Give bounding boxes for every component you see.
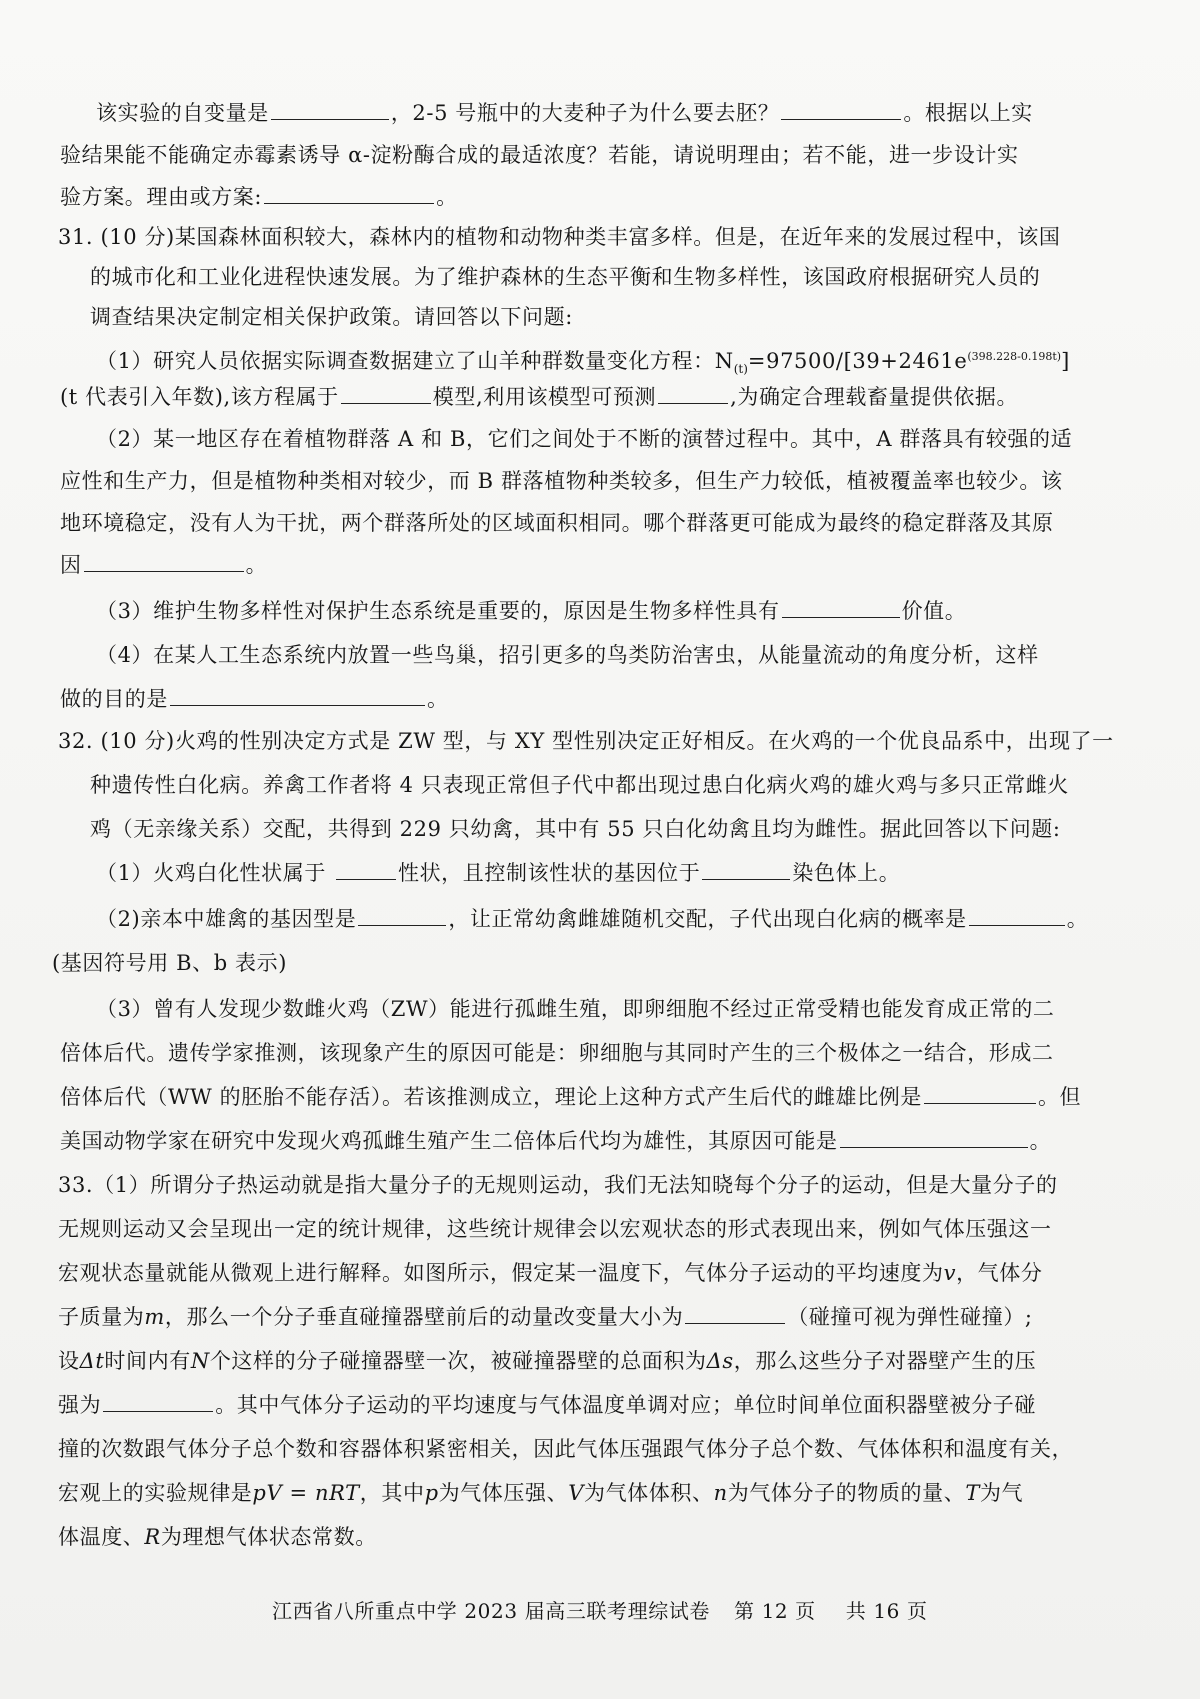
question-32-line — [58, 726, 1114, 756]
symbol-t: T — [965, 1481, 980, 1505]
symbol-p: p — [424, 1481, 439, 1505]
text: 做的目的是 — [60, 687, 168, 711]
text: 为气 — [979, 1481, 1024, 1505]
text-line — [58, 1258, 1042, 1288]
text-line — [60, 182, 458, 212]
text-line — [96, 424, 1072, 454]
text-line — [60, 550, 267, 580]
answer-blank — [969, 905, 1065, 926]
text-line — [96, 640, 1039, 670]
text: （3）维护生物多样性对保护生态系统是重要的，原因是生物多样性具有 — [96, 599, 780, 623]
text-line — [58, 1522, 377, 1552]
text-line — [52, 948, 287, 978]
text: 美国动物学家在研究中发现火鸡孤雌生殖产生二倍体后代均为雄性，其原因可能是 — [60, 1129, 838, 1153]
answer-blank — [658, 383, 728, 404]
text-line — [96, 342, 1070, 384]
answer-blank — [685, 1303, 785, 1324]
text-line — [90, 302, 573, 332]
text: 。其中气体分子运动的平均速度与气体温度单调对应；单位时间单位面积器壁被分子碰 — [215, 1393, 1036, 1417]
text: 鸡（无亲缘关系）交配，共得到 229 只幼禽，其中有 55 只白化幼禽且均为雌性。据此回答以下问题: — [90, 817, 1061, 841]
text: 撞的次数跟气体分子总个数和容器体积紧密相关，因此气体压强跟气体分子总个数、气体体积和温度有关， — [58, 1437, 1074, 1461]
text-line — [60, 140, 1019, 170]
text-line — [96, 98, 1033, 128]
text: 32. (10 分)火鸡的性别决定方式是 ZW 型，与 XY 型性别决定正好相反。在火鸡的一个优良品系中，出现了一 — [58, 729, 1114, 753]
text-line — [60, 1038, 1054, 1068]
text-line — [58, 1434, 1073, 1464]
text-line — [96, 904, 1088, 934]
answer-blank — [782, 597, 900, 618]
answer-blank — [271, 99, 389, 120]
symbol-delta-t: Δt — [79, 1349, 105, 1373]
text: 为气体压强、 — [438, 1481, 569, 1505]
text: ，气体分 — [956, 1261, 1043, 1285]
symbol-n: N — [190, 1349, 210, 1373]
text: (基因符号用 B、b 表示) — [52, 951, 288, 975]
answer-blank — [264, 183, 434, 204]
page-number: 第 12 页 — [734, 1599, 816, 1623]
text-line — [60, 1082, 1081, 1112]
text: ，那么这些分子对器壁产生的压 — [733, 1349, 1037, 1373]
text: 。 — [1029, 1129, 1052, 1153]
text-line — [58, 1346, 1036, 1376]
text: 种遗传性白化病。养禽工作者将 4 只表现正常但子代中都出现过患白化病火鸡的雄火鸡与多只正常雌火 — [90, 773, 1069, 797]
page-total: 共 16 页 — [845, 1599, 928, 1623]
text: 时间内有 — [104, 1349, 191, 1373]
text: 验结果能不能确定赤霉素诱导 α-淀粉酶合成的最适浓度？若能，请说明理由；若不能，进一步设计实 — [60, 143, 1019, 167]
text: 验方案。理由或方案: — [60, 185, 263, 209]
question-31-line — [58, 222, 1060, 252]
text-line — [58, 1302, 1033, 1332]
text-line — [96, 596, 966, 626]
symbol-m: m — [144, 1305, 165, 1329]
text: 应性和生产力，但是植物种类相对较少，而 B 群落植物种类较多，但生产力较低，植被覆盖率也较少。该 — [60, 469, 1063, 493]
text-line — [58, 1478, 1023, 1508]
text: 倍体后代（WW 的胚胎不能存活）。若该推测成立，理论上这种方式产生后代的雌雄比例是 — [60, 1085, 922, 1109]
text: （碰撞可视为弹性碰撞）; — [787, 1305, 1033, 1329]
answer-blank — [84, 551, 244, 572]
text: （2)亲本中雄禽的基因型是 — [96, 907, 357, 931]
text: (t 代表引入年数),该方程属于 — [60, 385, 339, 409]
text: 。 — [1066, 907, 1089, 931]
text: 地环境稳定，没有人为干扰，两个群落所处的区域面积相同。哪个群落更可能成为最终的稳定群落及其原 — [60, 511, 1054, 535]
gas-law-equation: pV = nRT — [252, 1481, 360, 1505]
text: 价值。 — [901, 599, 967, 623]
text: ] — [1061, 349, 1070, 373]
text: 。但 — [1037, 1085, 1082, 1109]
answer-blank — [781, 99, 901, 120]
text-line — [90, 770, 1069, 800]
text: 31. (10 分)某国森林面积较大，森林内的植物和动物种类丰富多样。但是，在近年来的发展过程中，该国 — [58, 225, 1061, 249]
text: （3）曾有人发现少数雌火鸡（ZW）能进行孤雌生殖，即卵细胞不经过正常受精也能发育成正常的二 — [96, 997, 1055, 1021]
text-line — [60, 382, 1018, 412]
subscript: (t) — [733, 362, 748, 377]
text-line — [96, 994, 1055, 1024]
text-line — [60, 508, 1054, 538]
symbol-n-moles: n — [713, 1481, 728, 1505]
text: （1）火鸡白化性状属于 — [96, 861, 326, 885]
answer-blank — [924, 1083, 1036, 1104]
text: 。 — [436, 185, 458, 209]
text-line — [58, 1390, 1036, 1420]
formula: =97500/[39+2461e — [747, 349, 968, 373]
symbol-volume: V — [568, 1481, 584, 1505]
text-line — [90, 262, 1040, 292]
text: 。根据以上实 — [903, 101, 1033, 125]
question-33-line — [58, 1170, 1058, 1200]
text: ,为确定合理载畜量提供依据。 — [730, 385, 1019, 409]
text: 。 — [427, 687, 449, 711]
symbol-r: R — [144, 1525, 161, 1549]
text: 性状，且控制该性状的基因位于 — [397, 861, 701, 885]
text-line — [58, 1214, 1052, 1244]
text: 33.（1）所谓分子热运动就是指大量分子的无规则运动，我们无法知晓每个分子的运动，但是大量分子的 — [58, 1173, 1058, 1197]
text: 因 — [60, 553, 82, 577]
text: 无规则运动又会呈现出一定的统计规律，这些统计规律会以宏观状态的形式表现出来，例如气体压强这一 — [58, 1217, 1052, 1241]
text: 宏观状态量就能从微观上进行解释。如图所示，假定某一温度下，气体分子运动的平均速度为 — [58, 1261, 944, 1285]
text: 模型,利用该模型可预测 — [432, 385, 657, 409]
text: 染色体上。 — [792, 861, 901, 885]
text: 体温度、 — [58, 1525, 145, 1549]
text: ，让正常幼禽雌雄随机交配，子代出现白化病的概率是 — [448, 907, 967, 931]
text: 子质量为 — [58, 1305, 145, 1329]
text: 。 — [245, 553, 268, 577]
text-line — [60, 684, 449, 714]
answer-blank — [170, 685, 425, 706]
text: 的城市化和工业化进程快速发展。为了维护森林的生态平衡和生物多样性，该国政府根据研究人员的 — [90, 265, 1041, 289]
text: 为理想气体状态常数。 — [160, 1525, 377, 1549]
text: 倍体后代。遗传学家推测，该现象产生的原因可能是：卵细胞与其同时产生的三个极体之一结合，形成二 — [60, 1041, 1054, 1065]
text-line — [96, 858, 900, 888]
page-footer — [272, 1596, 928, 1626]
text: ，2-5 号瓶中的大麦种子为什么要去胚？ — [390, 101, 780, 125]
answer-blank — [702, 859, 790, 880]
answer-blank — [336, 859, 396, 880]
exponent: (398.228-0.198t) — [967, 350, 1062, 363]
text-line — [60, 466, 1063, 496]
answer-blank — [840, 1127, 1028, 1148]
text: （4）在某人工生态系统内放置一些鸟巢，招引更多的鸟类防治害虫，从能量流动的角度分析，这样 — [96, 643, 1039, 667]
text: 该实验的自变量是 — [96, 101, 269, 125]
text: ，其中 — [359, 1481, 425, 1505]
text: 宏观上的实验规律是 — [58, 1481, 253, 1505]
text: 为气体体积、 — [583, 1481, 714, 1505]
answer-blank — [341, 383, 431, 404]
symbol-delta-s: Δs — [706, 1349, 734, 1373]
text-line — [90, 814, 1061, 844]
answer-blank — [358, 905, 446, 926]
text: 为气体分子的物质的量、 — [727, 1481, 966, 1505]
text: （1）研究人员依据实际调查数据建立了山羊种群数量变化方程：N — [96, 349, 734, 373]
text-line — [60, 1126, 1051, 1156]
exam-title: 江西省八所重点中学 2023 届高三联考理综试卷 — [272, 1599, 711, 1623]
answer-blank — [103, 1391, 213, 1412]
text: 设 — [58, 1349, 80, 1373]
text: ，那么一个分子垂直碰撞器壁前后的动量改变量大小为 — [164, 1305, 684, 1329]
text: （2）某一地区存在着植物群落 A 和 B，它们之间处于不断的演替过程中。其中，A 群落具有较强的适 — [96, 427, 1073, 451]
text: 强为 — [58, 1393, 102, 1417]
symbol-v: v — [943, 1261, 957, 1285]
text: 调查结果决定制定相关保护政策。请回答以下问题: — [90, 305, 573, 329]
text: 个这样的分子碰撞器壁一次，被碰撞器壁的总面积为 — [209, 1349, 707, 1373]
